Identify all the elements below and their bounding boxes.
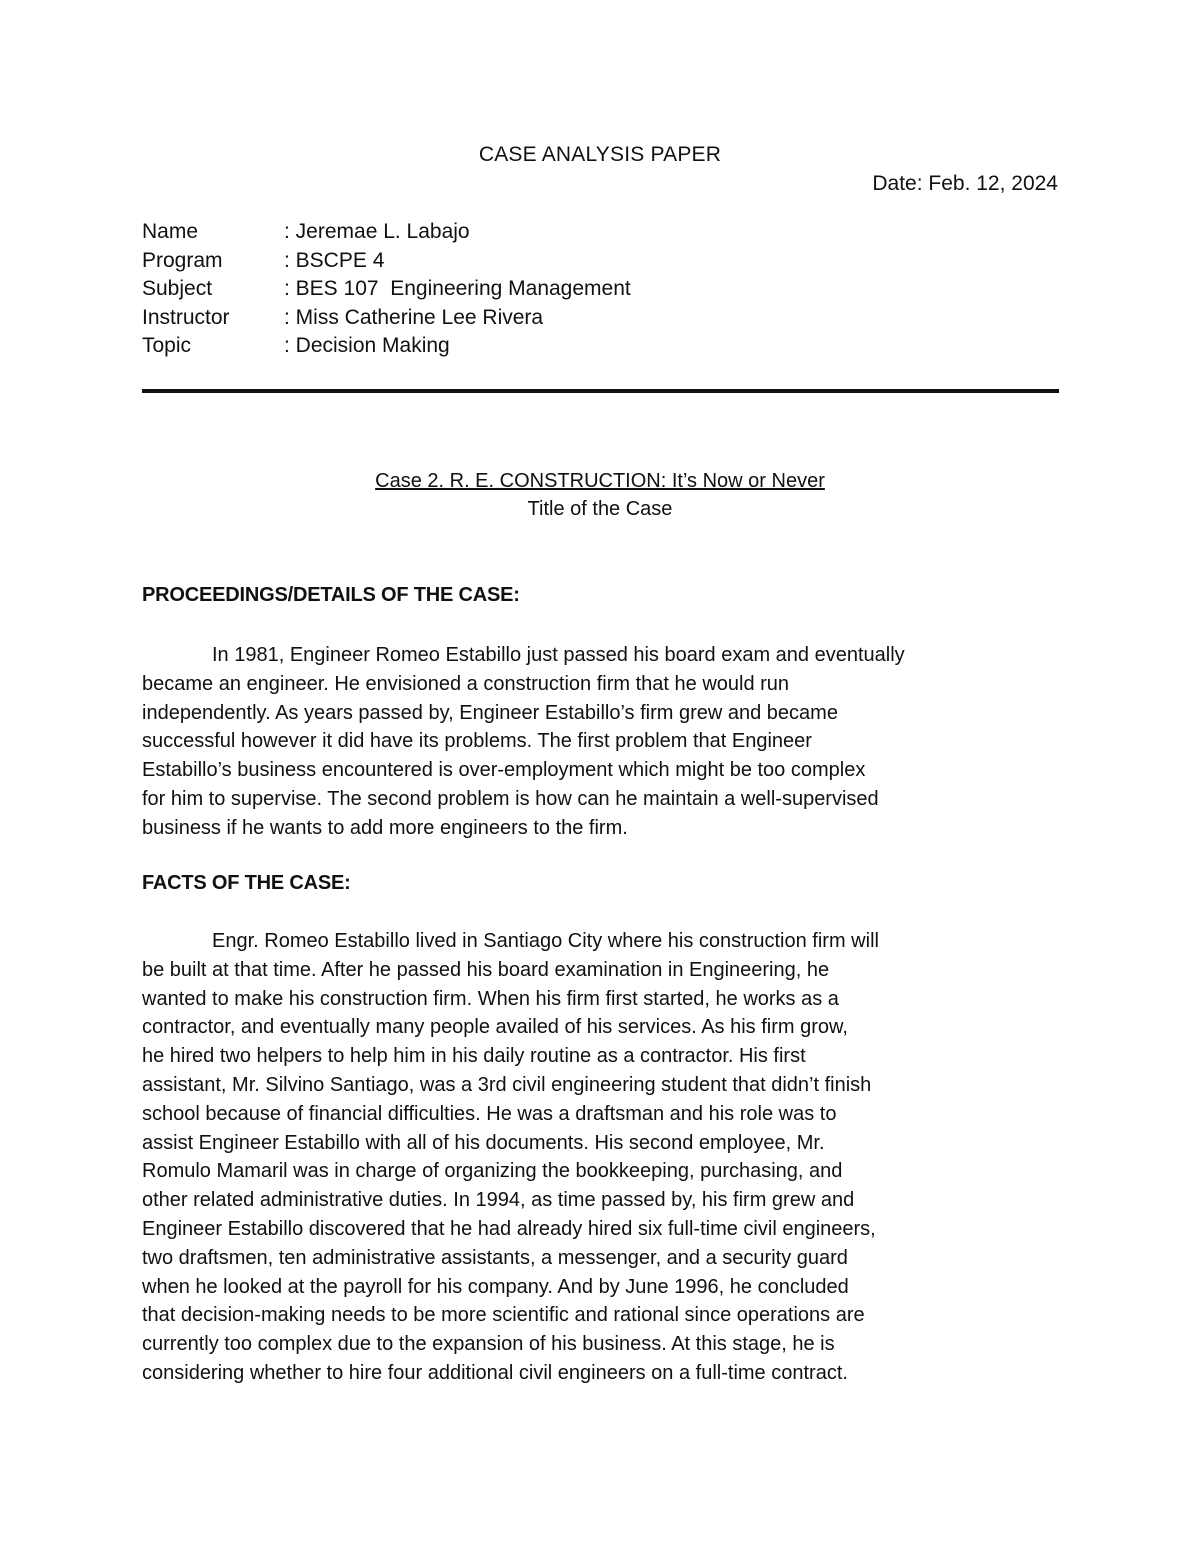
student-info-block [142, 218, 1042, 361]
paragraph-line: he hired two helpers to help him in his daily routine as a contractor. His first [142, 1045, 806, 1068]
paragraph-line: school because of financial difficulties. He was a draftsman and his role was to [142, 1102, 837, 1125]
info-row-program [142, 247, 1042, 276]
info-row-instructor [142, 304, 1042, 333]
document-title: CASE ANALYSIS PAPER [478, 143, 722, 166]
proceedings-paragraph [142, 641, 954, 843]
info-label: Topic [142, 334, 192, 358]
paragraph-line: that decision-making needs to be more scientific and rational since operations are [142, 1304, 865, 1327]
info-row-name [142, 218, 1042, 247]
paragraph-line: when he looked at the payroll for his company. And by June 1996, he concluded [142, 1275, 849, 1298]
paragraph-line: successful however it did have its problems. The first problem that Engineer [142, 730, 812, 753]
paragraph-line: considering whether to hire four additional civil engineers on a full-time contract. [142, 1361, 848, 1384]
paragraph-line: currently too complex due to the expansion of his business. At this stage, he is [142, 1333, 835, 1356]
paragraph-line: contractor, and eventually many people availed of his services. As his firm grow, [142, 1016, 848, 1039]
paragraph-line: Engr. Romeo Estabillo lived in Santiago City where his construction firm will [212, 930, 879, 952]
case-title: Case 2. R. E. CONSTRUCTION: It’s Now or Never [375, 470, 825, 492]
info-label: Program [142, 248, 223, 272]
paragraph-line: for him to supervise. The second problem is how can he maintain a well-supervised [142, 787, 879, 810]
paragraph-line: In 1981, Engineer Romeo Estabillo just passed his board exam and eventually [212, 644, 905, 666]
paragraph-line: independently. As years passed by, Engineer Estabillo’s firm grew and became [142, 701, 838, 724]
document-date: Date: Feb. 12, 2024 [872, 172, 1058, 195]
info-value: : BES 107 Engineering Management [284, 277, 631, 301]
info-value: : Jeremae L. Labajo [284, 220, 470, 243]
info-row-topic [142, 332, 1042, 361]
paragraph-line: became an engineer. He envisioned a construction firm that he would run [142, 672, 790, 695]
paragraph-line: business if he wants to add more engineers to the firm. [142, 816, 628, 839]
header-divider [142, 389, 1059, 393]
paragraph-line: Romulo Mamaril was in charge of organizing the bookkeeping, purchasing, and [142, 1160, 843, 1183]
info-label: Name [142, 220, 199, 243]
info-label: Instructor [142, 305, 230, 329]
paragraph-line: be built at that time. After he passed his board examination in Engineering, he [142, 958, 830, 981]
paragraph-line: other related administrative duties. In 1994, as time passed by, his firm grew and [142, 1189, 855, 1212]
case-title-caption: Title of the Case [527, 498, 673, 520]
info-value: : Miss Catherine Lee Rivera [284, 305, 544, 329]
facts-heading: FACTS OF THE CASE: [142, 872, 351, 894]
proceedings-heading: PROCEEDINGS/DETAILS OF THE CASE: [142, 584, 520, 606]
paragraph-line: assistant, Mr. Silvino Santiago, was a 3rd civil engineering student that didn’t finish [142, 1073, 872, 1096]
info-label: Subject [142, 277, 213, 301]
info-value: : Decision Making [284, 334, 450, 358]
paragraph-line: wanted to make his construction firm. When his firm first started, he works as a [142, 987, 839, 1010]
info-value: : BSCPE 4 [284, 248, 385, 272]
paragraph-line: assist Engineer Estabillo with all of his documents. His second employee, Mr. [142, 1131, 825, 1154]
paragraph-line: two draftsmen, ten administrative assistants, a messenger, and a security guard [142, 1246, 848, 1269]
info-row-subject [142, 275, 1042, 304]
facts-paragraph [142, 927, 954, 1388]
paragraph-line: Engineer Estabillo discovered that he had already hired six full-time civil engineers, [142, 1217, 876, 1240]
paragraph-line: Estabillo’s business encountered is over-employment which might be too complex [142, 759, 866, 782]
